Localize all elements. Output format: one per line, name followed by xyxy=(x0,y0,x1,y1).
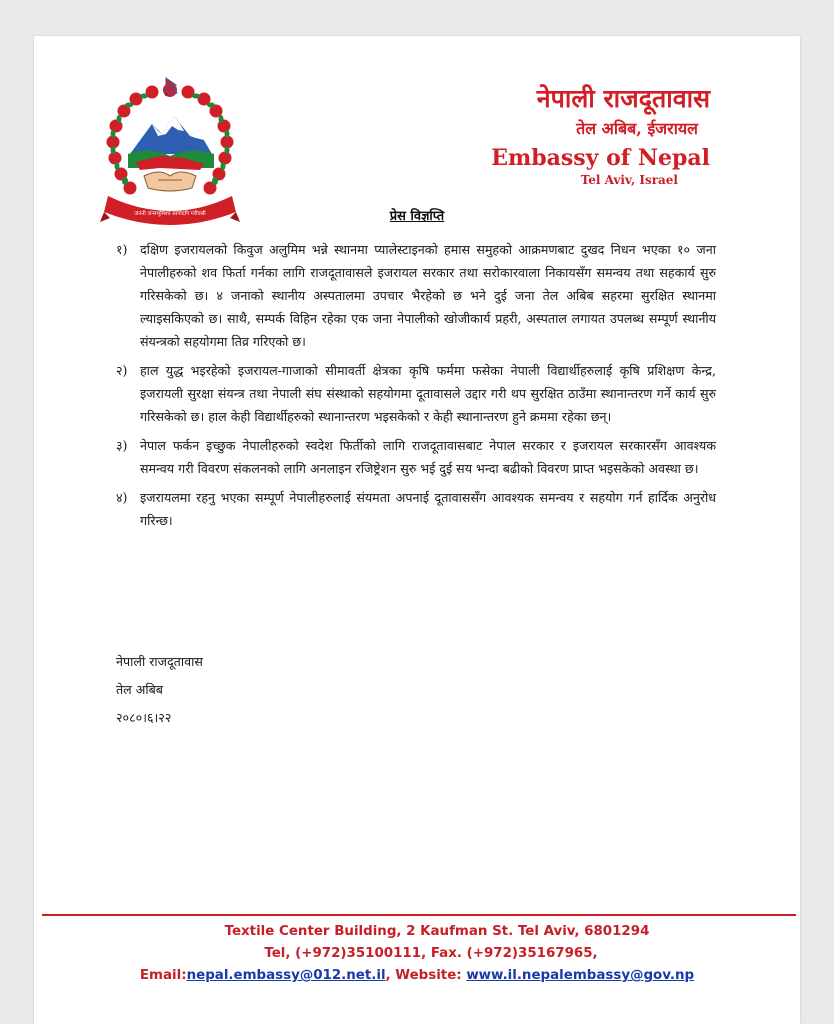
embassy-name-np: नेपाली राजदूतावास xyxy=(536,84,710,113)
paragraph-1 xyxy=(116,238,716,353)
emblem-motto: जननी जन्मभूमिश्च स्वर्गादपि गरीयसी xyxy=(134,211,206,217)
footer-phone-fax: Tel, (+972)35100111, Fax. (+972)35167965, xyxy=(264,946,598,961)
press-release-page xyxy=(34,36,800,1024)
paragraph-number: ४) xyxy=(116,490,128,505)
footer-address: Textile Center Building, 2 Kaufman St. Tel Aviv, 6801294 xyxy=(224,924,650,939)
paragraph-text: इजरायलमा रहनु भएका सम्पूर्ण नेपालीहरुलाई संयमता अपनाई दूतावाससँग आवश्यक समन्वय र सहयोग गर्न हार्दिक अनुरोध गरिन्छ। xyxy=(140,490,716,528)
footer-divider xyxy=(42,914,796,916)
paragraph-number: २) xyxy=(116,363,128,378)
email-link[interactable]: nepal.embassy@012.net.il xyxy=(186,968,386,983)
signature-date: २०८०।६।२२ xyxy=(116,710,172,725)
footer-contact xyxy=(34,966,800,986)
paragraph-2 xyxy=(116,359,716,428)
press-release-body xyxy=(116,238,716,538)
footer xyxy=(34,918,800,986)
signature-org: नेपाली राजदूतावास xyxy=(116,654,203,669)
paragraph-text: दक्षिण इजरायलको किवुज अलुमिम भन्ने स्थानमा प्यालेस्टाइनको हमास समुहको आक्रमणबाट दुखद निधन भएका १० जना नेपालीहरुको शव फिर्ता गर्नका लागि राजदूतावासले इजरायल सरकार तथा सरोकारवाला निकायसँग समन्वय तथा सहकार्य सुरु गरिसकेको छ। ४ जनाको स्थानीय अस्पतालमा उपचार भैरहेको छ भने दुई जना तेल अबिब सहरमा सुरक्षित स्थानमा ल्याइसकिएको छ। साथै, सम्पर्क विहिन रहेका एक जना नेपालीको खोजीकार्य प्रहरी, अस्पताल लगायत उपलब्ध सम्पूर्ण स्थानीय संयन्त्रको सहयोगमा तिव्र गरिएको छ। xyxy=(140,242,716,349)
paragraph-number: १) xyxy=(116,242,128,257)
paragraph-number: ३) xyxy=(116,438,128,453)
signature-block xyxy=(116,648,203,732)
embassy-city-np: तेल अबिब, ईजरायल xyxy=(576,119,698,138)
website-label: , Website: xyxy=(385,968,467,983)
embassy-name-en: Embassy of Nepal xyxy=(491,145,710,171)
paragraph-4 xyxy=(116,486,716,532)
document-title xyxy=(34,206,800,224)
website-link[interactable]: www.il.nepalembassy@gov.np xyxy=(466,968,695,983)
embassy-city-en: Tel Aviv, Israel xyxy=(580,173,678,187)
document-title-text: प्रेस विज्ञप्ति xyxy=(389,209,445,224)
letterhead xyxy=(491,84,710,188)
paragraph-text: हाल युद्ध भइरहेको इजरायल-गाजाको सीमावर्ती क्षेत्रका कृषि फर्ममा फसेका नेपाली विद्यार्थीहरुलाई कृषि प्रशिक्षण केन्द्र, इजरायली सुरक्षा संयन्त्र तथा नेपाली संघ संस्थाको सहयोगमा दूतावासले उद्दार गरी थप सुरक्षित ठाउँमा स्थानान्तरण गर्ने कार्य सुरु गरिसकेको छ। हाल केही विद्यार्थीहरुको स्थानान्तरण भइसकेको र केही स्थानान्तरण हुने क्रममा रहेका छन्। xyxy=(140,363,716,424)
paragraph-text: नेपाल फर्कन इच्छुक नेपालीहरुको स्वदेश फिर्तीको लागि राजदूतावासबाट नेपाल सरकार र इजरायल सरकारसँग आवश्यक समन्वय गरी विवरण संकलनको लागि अनलाइन रजिष्ट्रेशन सुरु भई दुई सय भन्दा बढीको विवरण प्राप्त भइसकेको अवस्था छ। xyxy=(140,438,716,476)
email-label: Email: xyxy=(139,968,187,983)
signature-place: तेल अबिब xyxy=(116,682,163,697)
paragraph-3 xyxy=(116,434,716,480)
